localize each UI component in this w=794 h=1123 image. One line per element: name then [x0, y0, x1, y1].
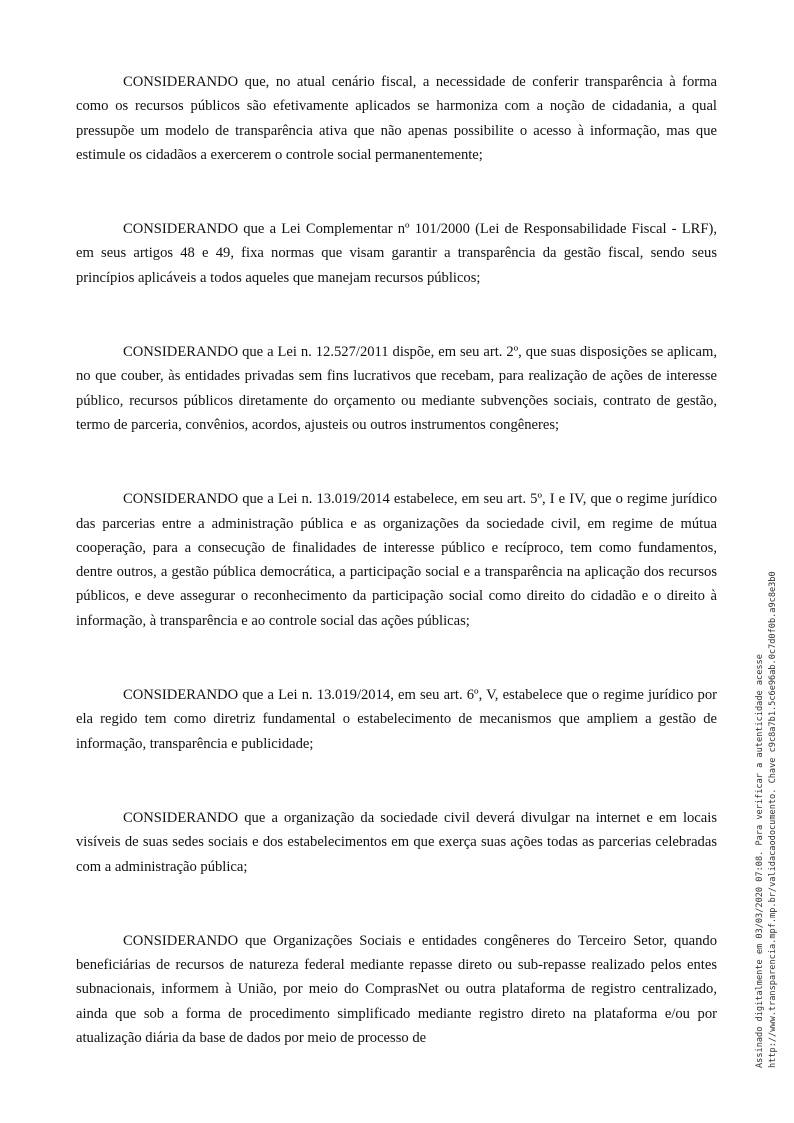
document-body: [76, 70, 717, 1100]
paragraph-1: CONSIDERANDO que, no atual cenário fiscal, a necessidade de conferir transparência à forma como os recursos públicos são efetivamente aplicados se harmoniza com a noção de cidadania, a qual pressupõe um modelo de transparência ativa que não apenas possibilite o acesso à informação, mas que estimule os cidadãos a exercerem o controle social permanentemente;: [76, 74, 717, 163]
stamp-line-2[interactable]: http://www.transparencia.mpf.mp.br/validacaodocumento. Chave c9c8a7b1.5c6e96ab.0c7d0f0b.a9c8e3b0: [768, 571, 778, 1068]
paragraph-2: CONSIDERANDO que a Lei Complementar nº 101/2000 (Lei de Responsabilidade Fiscal - LRF), em seus artigos 48 e 49, fixa normas que visam garantir a transparência da gestão fiscal, sendo seus princípios aplicáveis a todos aqueles que manejam recursos públicos;: [76, 221, 717, 286]
paragraph-4: CONSIDERANDO que a Lei n. 13.019/2014 estabelece, em seu art. 5º, I e IV, que o regime jurídico das parcerias entre a administração pública e as organizações da sociedade civil, em regime de mútua cooperação, para a consecução de finalidades de interesse público e recíproco, tem como fundamentos, dentre outros, a gestão pública democrática, a participação social e a transparência na aplicação dos recursos públicos, e deve assegurar o reconhecimento da participação social como direito do cidadão e o direito à informação, à transparência e ao controle social das ações públicas;: [76, 491, 717, 629]
digital-signature-stamp: [754, 388, 780, 1068]
paragraph-3: CONSIDERANDO que a Lei n. 12.527/2011 dispõe, em seu art. 2º, que suas disposições se aplicam, no que couber, às entidades privadas sem fins lucrativos que recebam, para realização de ações de interesse público, recursos públicos diretamente do orçamento ou mediante subvenções sociais, contrato de gestão, termo de parceria, convênios, acordos, ajusteis ou outros instrumentos congêneres;: [76, 344, 717, 433]
paragraph-6: CONSIDERANDO que a organização da sociedade civil deverá divulgar na internet e em locais visíveis de suas sedes sociais e dos estabelecimentos em que exerça suas ações todas as parcerias celebradas com a administração pública;: [76, 809, 717, 875]
stamp-line-1: Assinado digitalmente em 03/03/2020 07:08. Para verificar a autenticidade acesse: [755, 654, 765, 1068]
paragraph-5: CONSIDERANDO que a Lei n. 13.019/2014, em seu art. 6º, V, estabelece que o regime jurídico por ela regido tem como diretriz fundamental o estabelecimento de mecanismos que ampliem a gestão de informação, transparência e publicidade;: [76, 687, 717, 752]
paragraph-7: CONSIDERANDO que Organizações Sociais e entidades congêneres do Terceiro Setor, quando beneficiárias de recursos de natureza federal mediante repasse direto ou sub-repasse realizado pelos entes subnacionais, informem à União, por meio do ComprasNet ou outra plataforma de registro centralizado, ainda que sob a forma de procedimento simplificado mediante registro direto na plataforma e/ou por atualização diária da base de dados por meio de processo de: [76, 932, 717, 1047]
